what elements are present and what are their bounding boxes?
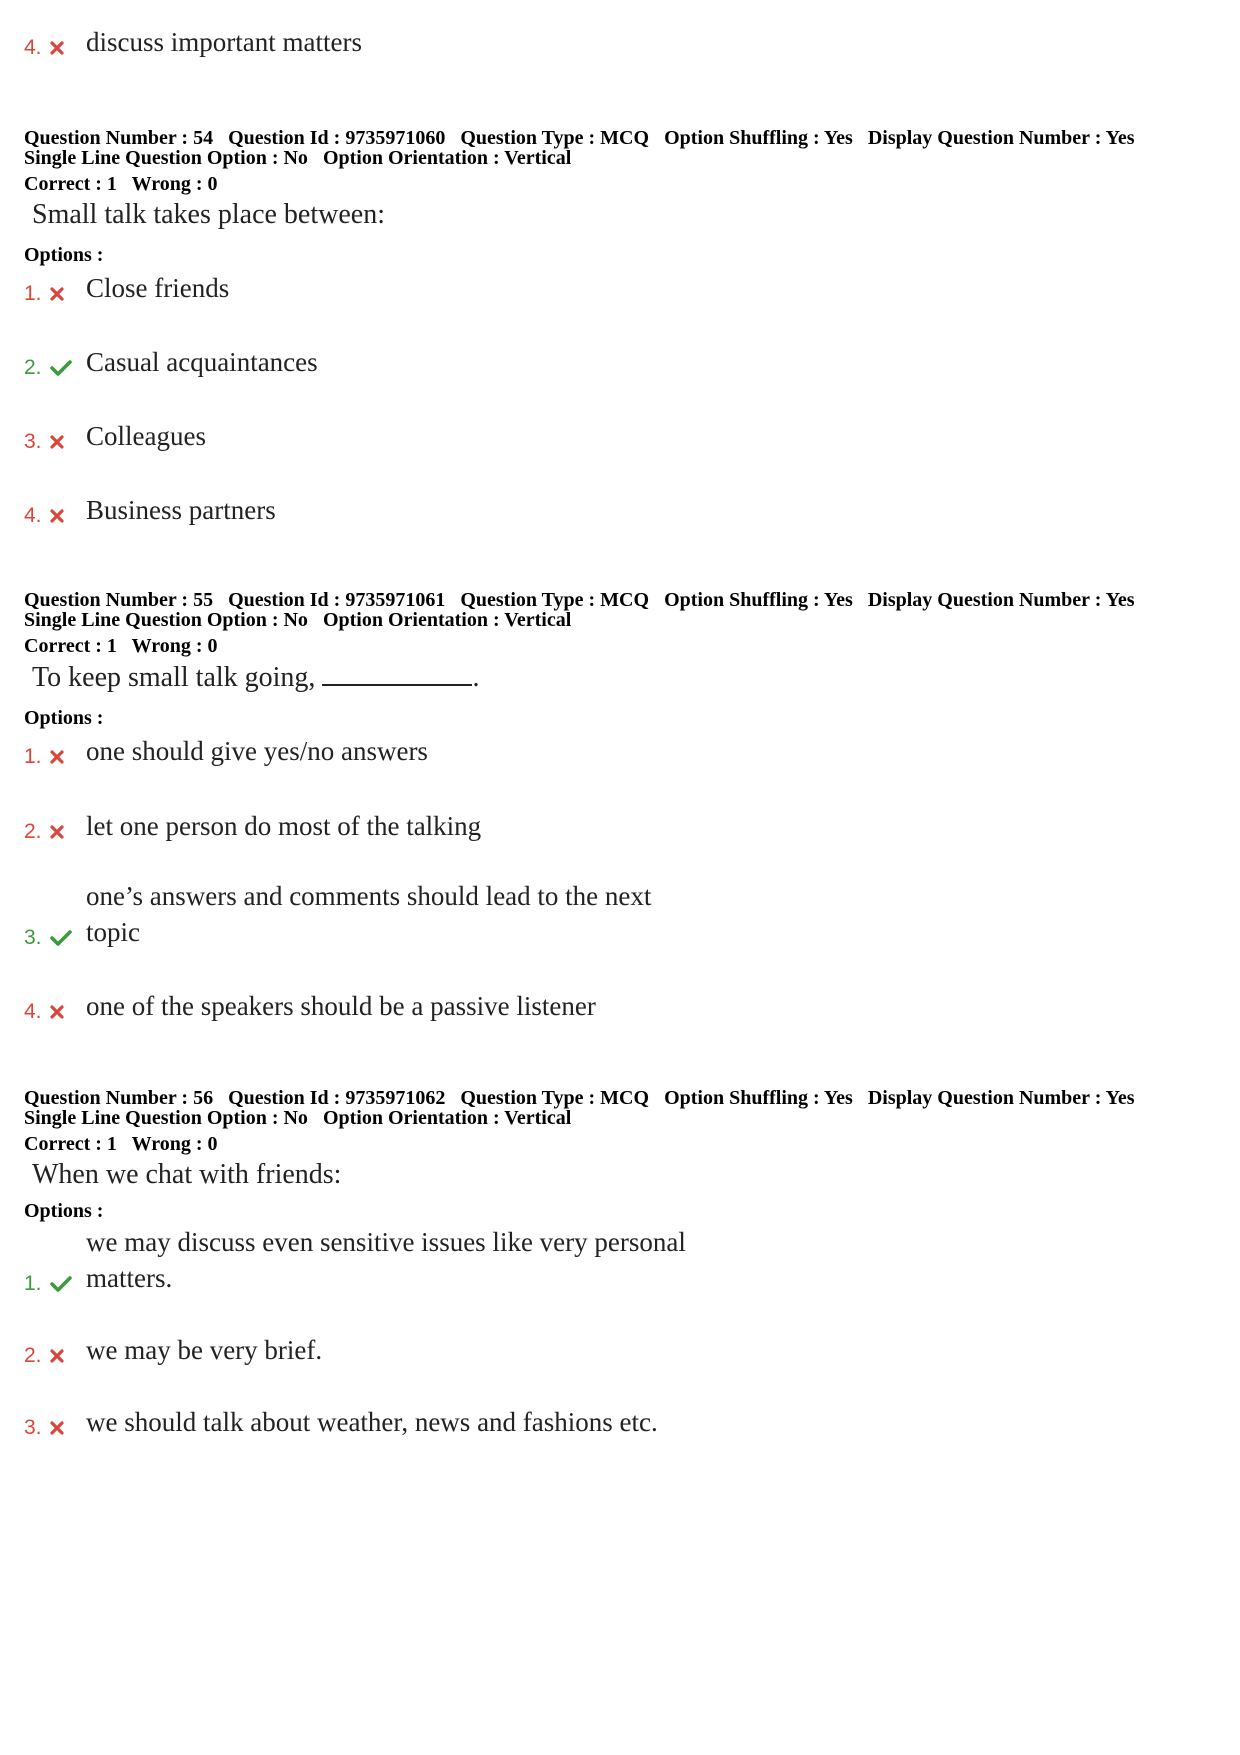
marks-line bbox=[24, 174, 228, 195]
options-label: Options : bbox=[24, 244, 104, 266]
question-type: Question Type : MCQ bbox=[460, 127, 650, 149]
question-type: Question Type : MCQ bbox=[460, 589, 650, 611]
question-number: Question Number : 56 bbox=[24, 1087, 214, 1109]
option-text: Close friends bbox=[86, 273, 230, 303]
check-icon bbox=[50, 1272, 80, 1296]
option-text: we should talk about weather, news and fashions etc. bbox=[86, 1407, 658, 1437]
option-row bbox=[24, 270, 1124, 306]
option-row bbox=[24, 988, 1124, 1024]
cross-icon bbox=[50, 820, 80, 844]
option-number: 1. bbox=[24, 745, 42, 768]
cross-icon bbox=[50, 430, 80, 454]
question-number: Question Number : 55 bbox=[24, 589, 214, 611]
option-shuffling: Option Shuffling : Yes bbox=[664, 127, 853, 149]
option-row bbox=[24, 808, 1124, 844]
option-number: 3. bbox=[24, 430, 42, 453]
option-text: discuss important matters bbox=[86, 27, 362, 57]
display-question-number: Display Question Number : Yes bbox=[867, 589, 1135, 611]
cross-icon bbox=[50, 282, 80, 306]
question-stem: Small talk takes place between: bbox=[32, 199, 385, 230]
option-number: 3. bbox=[24, 926, 42, 949]
option-number: 1. bbox=[24, 282, 42, 305]
question-meta-line1 bbox=[24, 1088, 1145, 1109]
cross-icon bbox=[50, 36, 80, 60]
option-row bbox=[24, 492, 1124, 528]
option-text: we may discuss even sensitive issues like very personal matters. bbox=[86, 1227, 686, 1293]
option-number: 2. bbox=[24, 1344, 42, 1367]
correct-marks: Correct : 1 bbox=[24, 1133, 117, 1155]
question-meta-line1 bbox=[24, 128, 1145, 149]
option-row bbox=[24, 878, 1124, 950]
cross-icon bbox=[50, 745, 80, 769]
cross-icon bbox=[50, 1344, 80, 1368]
question-stem: When we chat with friends: bbox=[32, 1159, 342, 1190]
option-row bbox=[24, 418, 1124, 454]
option-row bbox=[24, 1332, 1124, 1368]
question-meta-line2 bbox=[24, 148, 581, 169]
option-row bbox=[24, 1224, 1124, 1296]
option-orientation: Option Orientation : Vertical bbox=[322, 147, 572, 169]
option-orientation: Option Orientation : Vertical bbox=[322, 1107, 572, 1129]
fill-blank bbox=[322, 660, 472, 686]
cross-icon bbox=[50, 1416, 80, 1440]
single-line-option: Single Line Question Option : No bbox=[24, 147, 308, 169]
option-row bbox=[24, 733, 1124, 769]
option-row bbox=[24, 344, 1124, 380]
option-text: Colleagues bbox=[86, 421, 206, 451]
option-text: Casual acquaintances bbox=[86, 347, 318, 377]
question-id: Question Id : 9735971061 bbox=[228, 589, 446, 611]
question-meta-line1 bbox=[24, 590, 1145, 611]
check-icon bbox=[50, 356, 80, 380]
options-label: Options : bbox=[24, 707, 104, 729]
question-stem bbox=[32, 660, 479, 695]
correct-marks: Correct : 1 bbox=[24, 635, 117, 657]
option-shuffling: Option Shuffling : Yes bbox=[664, 589, 853, 611]
option-text: one’s answers and comments should lead to the next topic bbox=[86, 881, 652, 947]
check-icon bbox=[50, 926, 80, 950]
question-id: Question Id : 9735971060 bbox=[228, 127, 446, 149]
option-text: Business partners bbox=[86, 495, 276, 525]
question-meta-line2 bbox=[24, 610, 581, 631]
option-orientation: Option Orientation : Vertical bbox=[322, 609, 572, 631]
correct-marks: Correct : 1 bbox=[24, 173, 117, 195]
option-shuffling: Option Shuffling : Yes bbox=[664, 1087, 853, 1109]
option-number: 2. bbox=[24, 356, 42, 379]
option-text: one should give yes/no answers bbox=[86, 736, 428, 766]
option-number: 2. bbox=[24, 820, 42, 843]
display-question-number: Display Question Number : Yes bbox=[867, 1087, 1135, 1109]
single-line-option: Single Line Question Option : No bbox=[24, 609, 308, 631]
cross-icon bbox=[50, 1000, 80, 1024]
question-stem-end: . bbox=[472, 662, 480, 693]
display-question-number: Display Question Number : Yes bbox=[867, 127, 1135, 149]
option-number: 4. bbox=[24, 36, 42, 59]
question-stem-text: To keep small talk going, bbox=[32, 662, 316, 693]
single-line-option: Single Line Question Option : No bbox=[24, 1107, 308, 1129]
option-row bbox=[24, 24, 1124, 60]
option-text: one of the speakers should be a passive listener bbox=[86, 991, 596, 1021]
option-text: let one person do most of the talking bbox=[86, 811, 482, 841]
option-number: 1. bbox=[24, 1272, 42, 1295]
marks-line bbox=[24, 1134, 228, 1155]
option-number: 4. bbox=[24, 504, 42, 527]
marks-line bbox=[24, 636, 228, 657]
question-type: Question Type : MCQ bbox=[460, 1087, 650, 1109]
wrong-marks: Wrong : 0 bbox=[131, 1133, 218, 1155]
option-row bbox=[24, 1404, 1124, 1440]
question-number: Question Number : 54 bbox=[24, 127, 214, 149]
question-meta-line2 bbox=[24, 1108, 581, 1129]
cross-icon bbox=[50, 504, 80, 528]
option-number: 3. bbox=[24, 1416, 42, 1439]
options-label: Options : bbox=[24, 1200, 104, 1222]
option-text: we may be very brief. bbox=[86, 1335, 323, 1365]
question-id: Question Id : 9735971062 bbox=[228, 1087, 446, 1109]
wrong-marks: Wrong : 0 bbox=[131, 173, 218, 195]
wrong-marks: Wrong : 0 bbox=[131, 635, 218, 657]
option-number: 4. bbox=[24, 1000, 42, 1023]
